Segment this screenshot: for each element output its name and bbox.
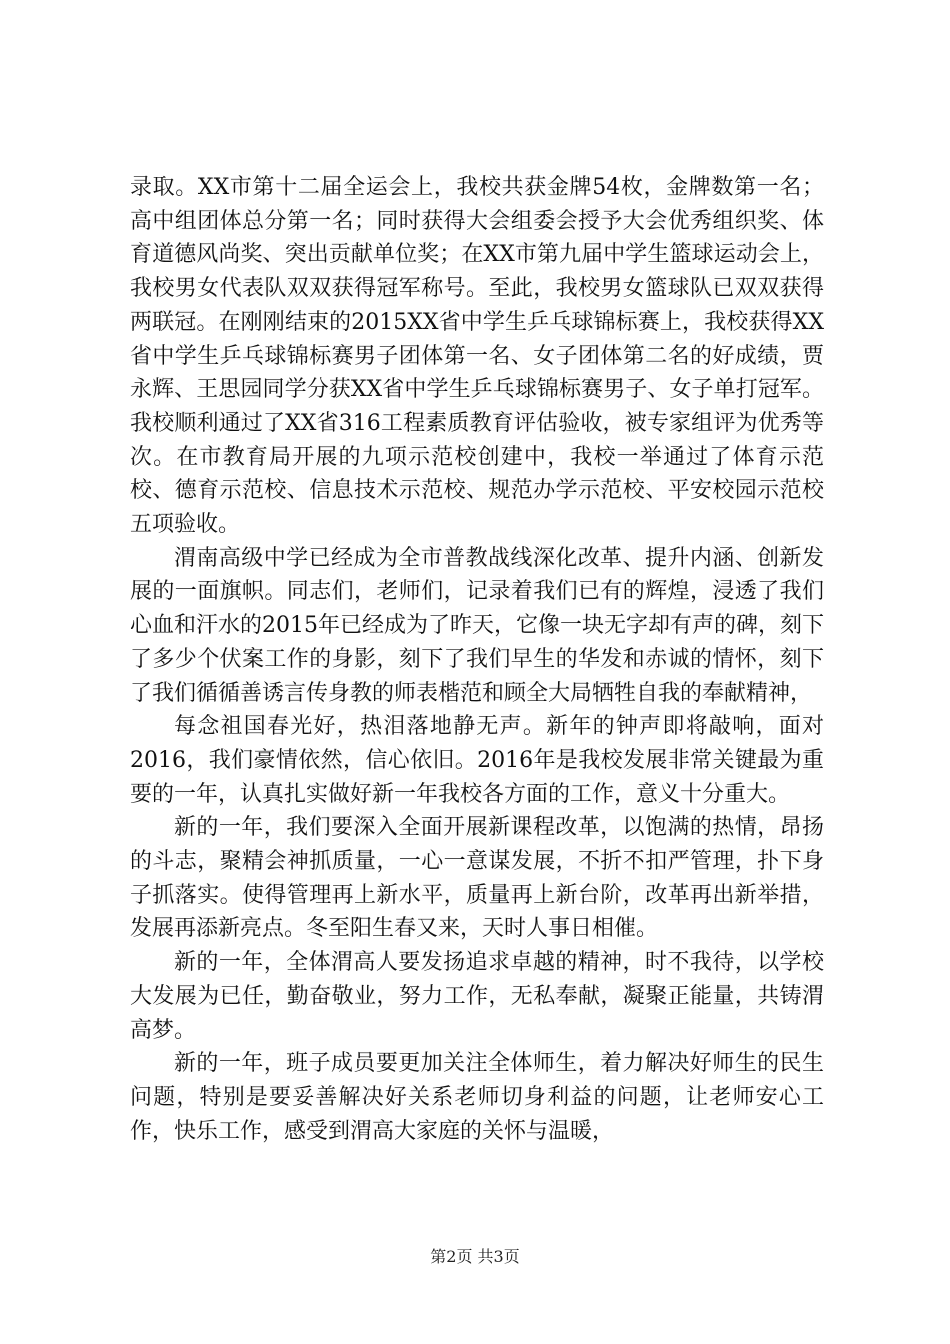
document-body xyxy=(130,171,824,1148)
page-number-footer: 第2页 共3页 xyxy=(430,1247,520,1266)
paragraph: 新的一年，我们要深入全面开展新课程改革，以饱满的热情，昂扬的斗志，聚精会神抓质量，一心一意谋发展，不折不扣严管理，扑下身子抓落实。使得管理再上新水平，质量再上新台阶，改革再出新举措，发展再添新亮点。冬至阳生春又来，天时人事日相催。 xyxy=(130,815,824,942)
paragraph-continuation: 录取。XX市第十二届全运会上，我校共获金牌54枚，金牌数第一名；高中组团体总分第一名；同时获得大会组委会授予大会优秀组织奖、体育道德风尚奖、突出贡献单位奖；在XX市第九届中学生篮球运动会上，我校男女代表队双双获得冠军称号。至此，我校男女篮球队已双双获得两联冠。在刚刚结束的2015XX省中学生乒乓球锦标赛上，我校获得XX省中学生乒乓球锦标赛男子团体第一名、女子团体第二名的好成绩，贾永辉、王思园同学分获XX省中学生乒乓球锦标赛男子、女子单打冠军。我校顺利通过了XX省316工程素质教育评估验收，被专家组评为优秀等次。在市教育局开展的九项示范校创建中，我校一举通过了体育示范校、德育示范校、信息技术示范校、规范办学示范校、平安校园示范校五项验收。 xyxy=(130,175,824,538)
paragraph: 新的一年，班子成员要更加关注全体师生，着力解决好师生的民生问题，特别是要妥善解决好关系老师切身利益的问题，让老师安心工作，快乐工作，感受到渭高大家庭的关怀与温暖， xyxy=(130,1051,824,1144)
paragraph: 渭南高级中学已经成为全市普教战线深化改革、提升内涵、创新发展的一面旗帜。同志们，老师们，记录着我们已有的辉煌，浸透了我们心血和汗水的2015年已经成为了昨天，它像一块无字却有声的碑，刻下了多少个伏案工作的身影，刻下了我们早生的华发和赤诚的情怀，刻下了我们循循善诱言传身教的师表楷范和顾全大局牺牲自我的奉献精神， xyxy=(130,545,824,706)
paragraph: 新的一年，全体渭高人要发扬追求卓越的精神，时不我待，以学校大发展为已任，勤奋敬业，努力工作，无私奉献，凝聚正能量，共铸渭高梦。 xyxy=(130,950,824,1043)
paragraph: 每念祖国春光好，热泪落地静无声。新年的钟声即将敲响，面对2016，我们豪情依然，信心依旧。2016年是我校发展非常关键最为重要的一年，认真扎实做好新一年我校各方面的工作，意义十分重大。 xyxy=(130,714,824,807)
